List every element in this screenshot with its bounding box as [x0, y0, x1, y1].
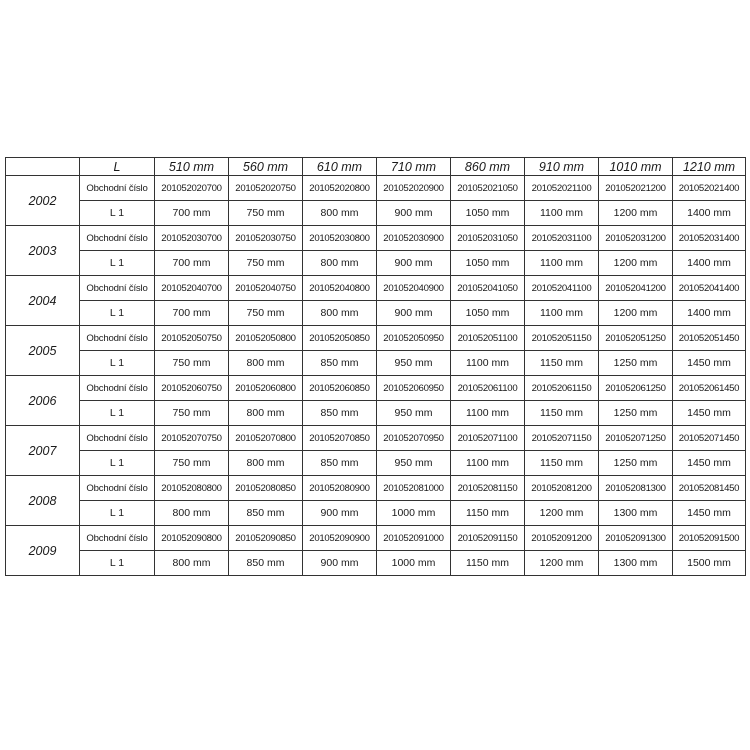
year-cell: 2003 — [6, 226, 80, 276]
code-label: Obchodní číslo — [80, 226, 155, 251]
code-cell: 201052071100 — [451, 426, 525, 451]
code-cell: 201052091500 — [673, 526, 746, 551]
length-cell: 1250 mm — [599, 401, 673, 426]
length-cell: 1450 mm — [673, 501, 746, 526]
table-row-code — [6, 426, 746, 451]
code-cell: 201052081450 — [673, 476, 746, 501]
code-cell: 201052021050 — [451, 176, 525, 201]
table-row-code — [6, 176, 746, 201]
code-cell: 201052081300 — [599, 476, 673, 501]
code-cell: 201052040800 — [303, 276, 377, 301]
length-cell: 1400 mm — [673, 251, 746, 276]
header-row — [6, 158, 746, 176]
length-cell: 1450 mm — [673, 401, 746, 426]
year-cell: 2008 — [6, 476, 80, 526]
code-cell: 201052031100 — [525, 226, 599, 251]
length-cell: 900 mm — [377, 301, 451, 326]
length-cell: 1100 mm — [525, 301, 599, 326]
code-cell: 201052071150 — [525, 426, 599, 451]
length-cell: 1100 mm — [451, 351, 525, 376]
year-cell: 2002 — [6, 176, 80, 226]
table-body — [6, 176, 746, 576]
code-cell: 201052080850 — [229, 476, 303, 501]
code-cell: 201052051150 — [525, 326, 599, 351]
code-cell: 201052021400 — [673, 176, 746, 201]
length-cell: 800 mm — [229, 351, 303, 376]
code-cell: 201052050950 — [377, 326, 451, 351]
length-cell: 1250 mm — [599, 351, 673, 376]
length-cell: 750 mm — [155, 351, 229, 376]
length-cell: 750 mm — [229, 301, 303, 326]
length-cell: 800 mm — [155, 551, 229, 576]
length-cell: 900 mm — [303, 501, 377, 526]
length-cell: 1200 mm — [599, 201, 673, 226]
header-width-3: 560 mm — [229, 158, 303, 176]
year-cell: 2005 — [6, 326, 80, 376]
header-width-5: 710 mm — [377, 158, 451, 176]
length-label: L 1 — [80, 351, 155, 376]
table-row-length — [6, 401, 746, 426]
code-cell: 201052070800 — [229, 426, 303, 451]
length-label: L 1 — [80, 401, 155, 426]
length-cell: 800 mm — [303, 301, 377, 326]
length-cell: 1400 mm — [673, 301, 746, 326]
table-row-code — [6, 376, 746, 401]
code-cell: 201052091150 — [451, 526, 525, 551]
length-label: L 1 — [80, 301, 155, 326]
code-cell: 201052091000 — [377, 526, 451, 551]
length-cell: 1050 mm — [451, 201, 525, 226]
header-width-6: 860 mm — [451, 158, 525, 176]
length-cell: 1100 mm — [451, 401, 525, 426]
table-row-length — [6, 501, 746, 526]
length-cell: 1450 mm — [673, 351, 746, 376]
code-cell: 201052081150 — [451, 476, 525, 501]
table-row-code — [6, 526, 746, 551]
table-row-code — [6, 276, 746, 301]
length-label: L 1 — [80, 251, 155, 276]
table-row-code — [6, 476, 746, 501]
code-cell: 201052071250 — [599, 426, 673, 451]
length-cell: 1200 mm — [525, 501, 599, 526]
code-cell: 201052031050 — [451, 226, 525, 251]
code-cell: 201052061150 — [525, 376, 599, 401]
code-cell: 201052040750 — [229, 276, 303, 301]
length-cell: 850 mm — [303, 351, 377, 376]
code-cell: 201052040900 — [377, 276, 451, 301]
code-cell: 201052050750 — [155, 326, 229, 351]
code-cell: 201052060950 — [377, 376, 451, 401]
length-cell: 850 mm — [229, 551, 303, 576]
code-cell: 201052071450 — [673, 426, 746, 451]
length-cell: 1150 mm — [525, 401, 599, 426]
length-cell: 1450 mm — [673, 451, 746, 476]
header-width-8: 1010 mm — [599, 158, 673, 176]
code-cell: 201052030700 — [155, 226, 229, 251]
length-cell: 1100 mm — [451, 451, 525, 476]
code-cell: 201052031200 — [599, 226, 673, 251]
code-cell: 201052021100 — [525, 176, 599, 201]
code-cell: 201052091300 — [599, 526, 673, 551]
code-label: Obchodní číslo — [80, 176, 155, 201]
code-cell: 201052051250 — [599, 326, 673, 351]
table-row-length — [6, 201, 746, 226]
dimensions-table — [5, 157, 746, 576]
length-cell: 1000 mm — [377, 551, 451, 576]
length-cell: 800 mm — [155, 501, 229, 526]
code-cell: 201052061450 — [673, 376, 746, 401]
code-cell: 201052081200 — [525, 476, 599, 501]
year-cell: 2007 — [6, 426, 80, 476]
table-row-length — [6, 251, 746, 276]
length-cell: 1100 mm — [525, 251, 599, 276]
code-cell: 201052061100 — [451, 376, 525, 401]
length-cell: 750 mm — [229, 201, 303, 226]
code-cell: 201052051450 — [673, 326, 746, 351]
code-cell: 201052030800 — [303, 226, 377, 251]
length-cell: 1400 mm — [673, 201, 746, 226]
code-cell: 201052020700 — [155, 176, 229, 201]
length-cell: 1150 mm — [451, 501, 525, 526]
code-label: Obchodní číslo — [80, 276, 155, 301]
table-row-length — [6, 301, 746, 326]
length-cell: 950 mm — [377, 351, 451, 376]
code-label: Obchodní číslo — [80, 426, 155, 451]
table-row-code — [6, 326, 746, 351]
length-label: L 1 — [80, 451, 155, 476]
code-cell: 201052040700 — [155, 276, 229, 301]
length-cell: 800 mm — [303, 251, 377, 276]
code-cell: 201052081000 — [377, 476, 451, 501]
code-cell: 201052050800 — [229, 326, 303, 351]
code-cell: 201052060850 — [303, 376, 377, 401]
code-cell: 201052091200 — [525, 526, 599, 551]
length-cell: 700 mm — [155, 201, 229, 226]
code-cell: 201052030900 — [377, 226, 451, 251]
code-label: Obchodní číslo — [80, 476, 155, 501]
header-width-4: 610 mm — [303, 158, 377, 176]
code-cell: 201052090850 — [229, 526, 303, 551]
length-cell: 1250 mm — [599, 451, 673, 476]
length-cell: 700 mm — [155, 251, 229, 276]
length-cell: 850 mm — [229, 501, 303, 526]
code-cell: 201052050850 — [303, 326, 377, 351]
length-cell: 900 mm — [377, 201, 451, 226]
length-cell: 1300 mm — [599, 501, 673, 526]
code-cell: 201052070750 — [155, 426, 229, 451]
code-cell: 201052060750 — [155, 376, 229, 401]
code-cell: 201052041100 — [525, 276, 599, 301]
length-cell: 750 mm — [155, 401, 229, 426]
header-width-7: 910 mm — [525, 158, 599, 176]
table-header — [6, 158, 746, 176]
code-cell: 201052070850 — [303, 426, 377, 451]
header-l: L — [80, 158, 155, 176]
length-cell: 800 mm — [229, 451, 303, 476]
table-row-length — [6, 451, 746, 476]
code-label: Obchodní číslo — [80, 526, 155, 551]
code-cell: 201052021200 — [599, 176, 673, 201]
length-cell: 700 mm — [155, 301, 229, 326]
code-cell: 201052020750 — [229, 176, 303, 201]
length-cell: 1150 mm — [525, 351, 599, 376]
length-cell: 1050 mm — [451, 301, 525, 326]
length-cell: 850 mm — [303, 451, 377, 476]
length-label: L 1 — [80, 501, 155, 526]
code-cell: 201052051100 — [451, 326, 525, 351]
table-row-length — [6, 551, 746, 576]
length-cell: 950 mm — [377, 401, 451, 426]
length-cell: 900 mm — [303, 551, 377, 576]
length-cell: 800 mm — [303, 201, 377, 226]
code-cell: 201052090800 — [155, 526, 229, 551]
code-cell: 201052041400 — [673, 276, 746, 301]
length-cell: 950 mm — [377, 451, 451, 476]
code-cell: 201052020800 — [303, 176, 377, 201]
table-row-length — [6, 351, 746, 376]
code-cell: 201052060800 — [229, 376, 303, 401]
length-cell: 1200 mm — [599, 251, 673, 276]
length-cell: 800 mm — [229, 401, 303, 426]
code-cell: 201052030750 — [229, 226, 303, 251]
code-cell: 201052061250 — [599, 376, 673, 401]
code-cell: 201052080800 — [155, 476, 229, 501]
length-cell: 1050 mm — [451, 251, 525, 276]
length-cell: 1000 mm — [377, 501, 451, 526]
length-cell: 900 mm — [377, 251, 451, 276]
code-cell: 201052090900 — [303, 526, 377, 551]
length-cell: 1150 mm — [451, 551, 525, 576]
header-corner — [6, 158, 80, 176]
year-cell: 2004 — [6, 276, 80, 326]
code-label: Obchodní číslo — [80, 326, 155, 351]
code-cell: 201052080900 — [303, 476, 377, 501]
code-cell: 201052041200 — [599, 276, 673, 301]
header-width-2: 510 mm — [155, 158, 229, 176]
length-cell: 1100 mm — [525, 201, 599, 226]
length-label: L 1 — [80, 551, 155, 576]
length-cell: 1150 mm — [525, 451, 599, 476]
code-label: Obchodní číslo — [80, 376, 155, 401]
length-label: L 1 — [80, 201, 155, 226]
code-cell: 201052031400 — [673, 226, 746, 251]
length-cell: 850 mm — [303, 401, 377, 426]
length-cell: 1500 mm — [673, 551, 746, 576]
year-cell: 2006 — [6, 376, 80, 426]
length-cell: 750 mm — [155, 451, 229, 476]
length-cell: 1200 mm — [599, 301, 673, 326]
code-cell: 201052041050 — [451, 276, 525, 301]
year-cell: 2009 — [6, 526, 80, 576]
table-row-code — [6, 226, 746, 251]
length-cell: 1300 mm — [599, 551, 673, 576]
length-cell: 750 mm — [229, 251, 303, 276]
header-width-9: 1210 mm — [673, 158, 746, 176]
code-cell: 201052070950 — [377, 426, 451, 451]
code-cell: 201052020900 — [377, 176, 451, 201]
length-cell: 1200 mm — [525, 551, 599, 576]
